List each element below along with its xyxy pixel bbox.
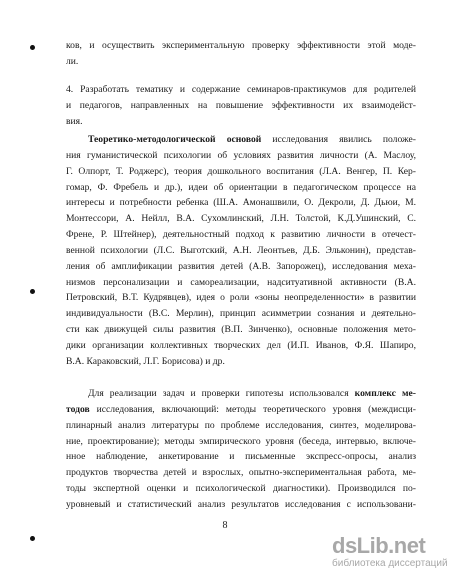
text-line: ли. bbox=[66, 55, 79, 67]
text-line: ние, проектирование); методы эмпирического уровня (беседа, интервью, включе- bbox=[66, 435, 416, 447]
text-line: нное наблюдение, анкетирование и письменные экспресс-опросы, анализ bbox=[66, 451, 416, 463]
text-line: сти как движущей силы развития (В.П. Зинченко), основные положения мето- bbox=[66, 324, 416, 336]
text-line: Монтессори, А. Нейлл, В.А. Сухомлинский, Л.Н. Толстой, К.Д.Ушинский, С. bbox=[66, 213, 416, 225]
watermark-subtitle: библиотека диссертаций bbox=[332, 558, 448, 569]
text-line bbox=[66, 132, 416, 148]
bold-term: Теоретико-методологической основой bbox=[88, 134, 262, 145]
text-fragment: Для реализации задач и проверки гипотезы использовался bbox=[88, 388, 355, 399]
text-line: В.А. Караковский, Л.Г. Борисова) и др. bbox=[66, 355, 225, 367]
bold-term: тодов bbox=[66, 403, 90, 415]
text-line: 4. Разработать тематику и содержание семинаров-практикумов для родителей bbox=[66, 84, 416, 95]
text-line: низмов персонализации и самореализации, надситуативной активности (В.А. bbox=[66, 276, 416, 288]
text-line: уровневый и статистический анализ результатов исследования с использовани- bbox=[66, 498, 416, 510]
text-line: плинарный анализ литературы по проблеме исследования, синтез, моделирова- bbox=[66, 419, 416, 431]
text-line: и педагогов, направленных на повышение эффективности их взаимодейст- bbox=[66, 99, 416, 111]
list-item-4 bbox=[66, 82, 416, 130]
text-line: продуктов творчества детей и взрослых, опытно-экспериментальная работа, ме- bbox=[66, 467, 416, 479]
bold-term: комплекс ме- bbox=[354, 388, 416, 399]
text-fragment: исследования явились положе- bbox=[261, 134, 416, 145]
binder-hole-dot bbox=[30, 45, 35, 50]
text-line: гомар, Ф. Фребель и др.), идеи об ориентации в педагогическом процессе на bbox=[66, 181, 416, 193]
text-line: венной психологии (Л.С. Выготский, А.Н. Леонтьев, Д.Б. Эльконин), представ- bbox=[66, 244, 416, 256]
text-line: индивидуальности (В.С. Мерлин), принцип асимметрии сознания и деятельно- bbox=[66, 308, 416, 320]
text-fragment: исследования, включающий: методы теоретического уровня (междисци- bbox=[89, 403, 416, 415]
text-line: Френе, Р. Штейнер), деятельностный подход к развитию личности в отечест- bbox=[66, 229, 416, 241]
binder-hole-dot bbox=[30, 289, 35, 294]
page-number: 8 bbox=[222, 520, 228, 531]
watermark-logo: dsLib.net bbox=[332, 533, 426, 558]
watermark[interactable] bbox=[332, 533, 448, 576]
text-line: интересы и потребности ребенка (Ш.А. Амонашвили, О. Декроли, Д. Дьюи, М. bbox=[66, 197, 416, 209]
text-line: ления об амплификации развития детей (А.В. Запорожец), исследования меха- bbox=[66, 260, 416, 272]
binder-hole-dot bbox=[30, 536, 35, 541]
text-line bbox=[66, 386, 416, 402]
text-line: ков, и осуществить экспериментальную проверку эффективности этой моде- bbox=[66, 40, 416, 51]
text-line: дики организации коллективных творческих дел (И.П. Иванов, Ф.Я. Шапиро, bbox=[66, 339, 416, 351]
text-line: Г. Олпорт, Т. Роджерс), теория дошкольного воспитания (Л.А. Венгер, П. Кер- bbox=[66, 165, 416, 177]
methodology-paragraph bbox=[66, 132, 416, 370]
text-line: Петровский, В.Т. Кудрявцев), идея о роли «зоны неопределенности» в развитии bbox=[66, 292, 416, 304]
paragraph-continuation bbox=[66, 38, 416, 70]
text-line: тоды экспертной оценки и психологической диагностики). Производился по- bbox=[66, 483, 416, 495]
text-line: вия. bbox=[66, 115, 83, 127]
text-line bbox=[66, 402, 416, 418]
methods-paragraph bbox=[66, 386, 416, 513]
text-line: ния гуманистической психологии об условиях развития личности (А. Маслоу, bbox=[66, 149, 416, 161]
